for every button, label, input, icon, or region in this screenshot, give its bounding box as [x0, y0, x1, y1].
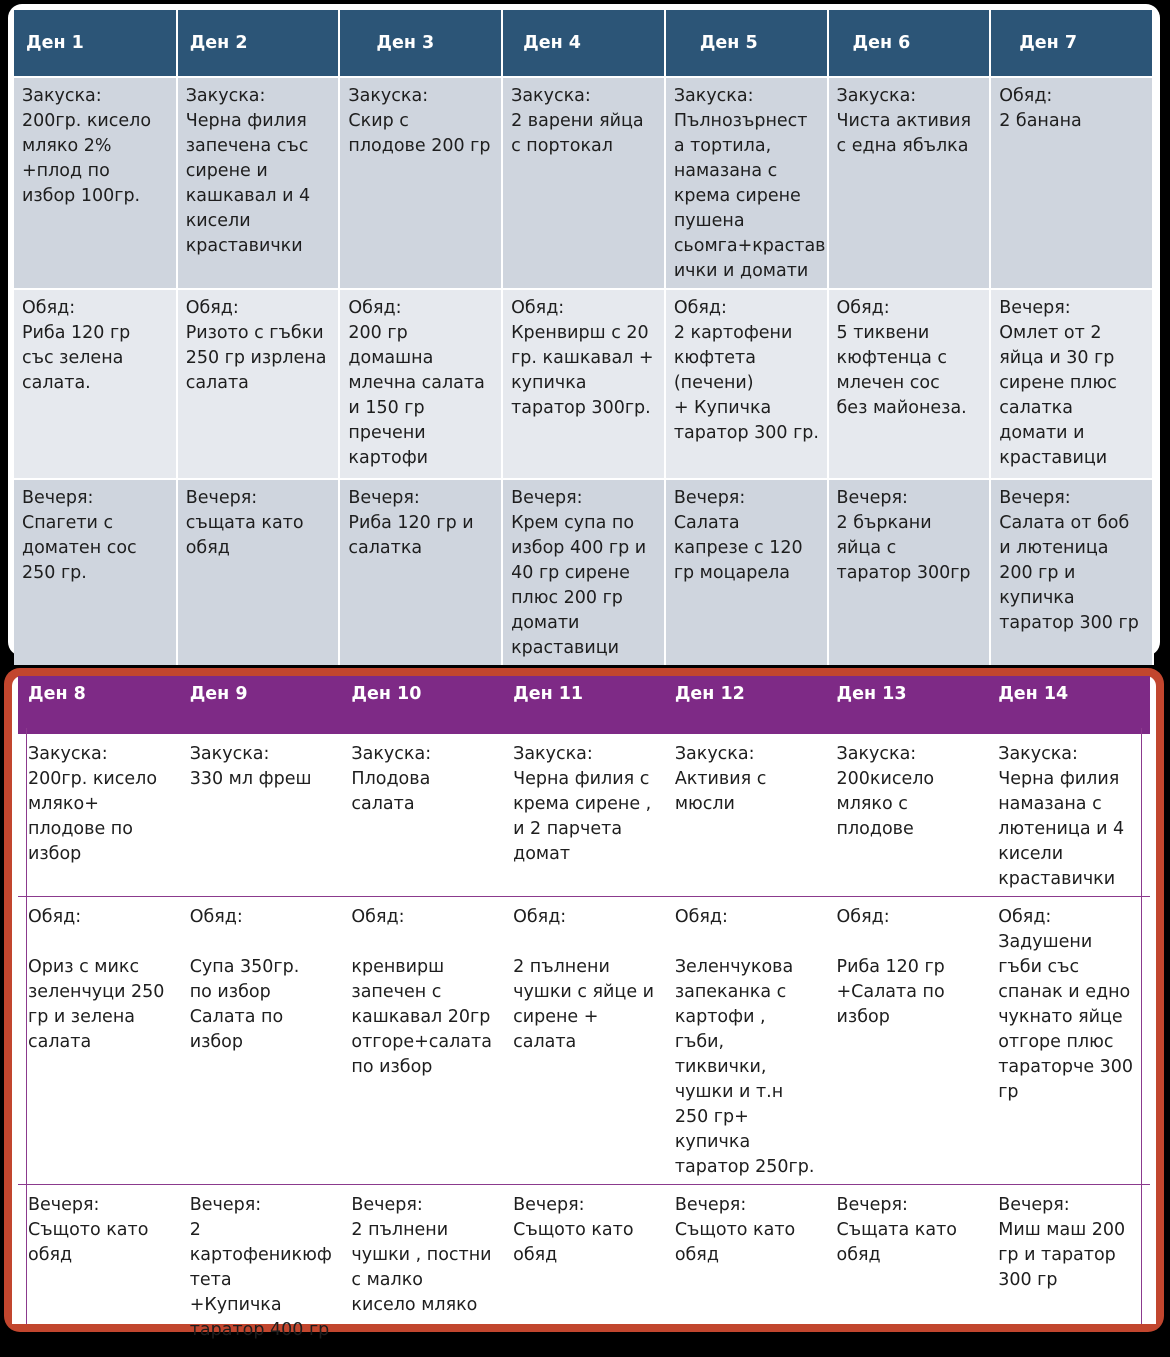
meal-cell: [502, 289, 665, 479]
meal-cell: [339, 479, 502, 665]
meal-text: Закуска: Черна филия с крема сирене , и 2 парчета домат: [513, 742, 659, 867]
meal-cell: [988, 734, 1150, 897]
meal-cell: [180, 897, 342, 1185]
day-header: Ден 10: [341, 676, 503, 734]
meal-text: Закуска: Черна филия запечена със сирене и кашкавал и 4 кисели краставички: [186, 84, 333, 259]
meal-cell: [341, 1185, 503, 1357]
meal-text: Вечеря: Същото като обяд: [513, 1193, 659, 1268]
meal-text: Вечеря: 2 картофеникюф тета +Купичка таратор 400 гр: [190, 1193, 336, 1343]
day-header: Ден 7: [990, 10, 1153, 77]
meal-text: Обяд: 200 гр домашна млечна салата и 150 гр пречени картофи: [348, 296, 495, 471]
meal-cell: [14, 77, 177, 289]
table-left-border: [26, 728, 27, 1324]
meal-cell: [665, 289, 828, 479]
meal-cell: [341, 734, 503, 897]
meal-text: Обяд: Задушени гъби със спанак и едно чукнато яйце отгоре плюс тараторче 300 гр: [998, 905, 1144, 1105]
meal-text: Обяд: Кренвирш с 20 гр. кашкавал + купичка таратор 300гр.: [511, 296, 658, 421]
meal-cell: [827, 897, 989, 1185]
meal-text: Вечеря: Омлет от 2 яйца и 30 гр сирене плюс салатка домати и краставици: [999, 296, 1146, 471]
meal-text: Обяд: 5 тиквени кюфтенца с млечен сос без майонеза.: [837, 296, 984, 421]
meal-cell: [339, 77, 502, 289]
week1-header-row: [14, 10, 1153, 77]
day-header: Ден 5: [665, 10, 828, 77]
week2-row-3: [18, 1185, 1150, 1357]
table-right-border: [1141, 728, 1142, 1324]
meal-text: Закуска: 330 мл фреш: [190, 742, 336, 792]
meal-cell: [665, 1185, 827, 1357]
meal-cell: [988, 897, 1150, 1185]
week2-row-2: [18, 897, 1150, 1185]
week1-row-1: [14, 77, 1153, 289]
week1-row-3: [14, 479, 1153, 665]
meal-cell: [665, 734, 827, 897]
meal-cell: [828, 479, 991, 665]
week1-table: [14, 10, 1154, 665]
day-header: Ден 9: [180, 676, 342, 734]
meal-cell: [827, 734, 989, 897]
meal-text: Закуска: Плодова салата: [351, 742, 497, 817]
day-header: Ден 1: [14, 10, 177, 77]
meal-cell: [503, 1185, 665, 1357]
meal-text: Вечеря: Същата като обяд: [837, 1193, 983, 1268]
week2-table: [18, 676, 1150, 1357]
meal-cell: [665, 479, 828, 665]
meal-text: Обяд: 2 пълнени чушки с яйце и сирене + салата: [513, 905, 659, 1055]
meal-text: Обяд: Ориз с микс зеленчуци 250 гр и зелена салата: [28, 905, 174, 1055]
meal-cell: [180, 734, 342, 897]
meal-text: Вечеря: Същото като обяд: [28, 1193, 174, 1268]
meal-cell: [177, 289, 340, 479]
meal-text: Вечеря: 2 пълнени чушки , постни с малко кисело мляко: [351, 1193, 497, 1318]
meal-text: Вечеря: Миш маш 200 гр и таратор 300 гр: [998, 1193, 1144, 1293]
day-header: Ден 13: [827, 676, 989, 734]
meal-cell: [503, 897, 665, 1185]
meal-text: Обяд: Зеленчукова запеканка с картофи , гъби, тиквички, чушки и т.н 250 гр+ купичка таратор 250гр.: [675, 905, 821, 1180]
meal-text: Обяд: 2 банана: [999, 84, 1146, 134]
meal-text: Вечеря: Спагети с доматен сос 250 гр.: [22, 486, 170, 586]
meal-cell: [665, 897, 827, 1185]
meal-cell: [14, 479, 177, 665]
meal-text: Закуска: 200гр. кисело мляко 2% +плод по избор 100гр.: [22, 84, 170, 209]
meal-text: Вечеря: Салата капрезе с 120 гр моцарела: [674, 486, 821, 586]
meal-text: Обяд: Риба 120 гр +Салата по избор: [837, 905, 983, 1030]
meal-cell: [18, 734, 180, 897]
week2-header-row: [18, 676, 1150, 734]
week2-panel: [4, 668, 1164, 1332]
meal-text: Вечеря: Риба 120 гр и салатка: [348, 486, 495, 561]
meal-text: Закуска: Скир с плодове 200 гр: [348, 84, 495, 159]
week2-row-1: [18, 734, 1150, 897]
meal-cell: [18, 1185, 180, 1357]
day-header: Ден 2: [177, 10, 340, 77]
meal-cell: [341, 897, 503, 1185]
meal-cell: [503, 734, 665, 897]
meal-text: Обяд: 2 картофени кюфтета (печени) + Купичка таратор 300 гр.: [674, 296, 821, 446]
meal-text: Обяд: кренвирш запечен с кашкавал 20гр отгоре+салата по избор: [351, 905, 497, 1080]
meal-cell: [988, 1185, 1150, 1357]
meal-cell: [990, 77, 1153, 289]
day-header: Ден 4: [502, 10, 665, 77]
meal-text: Закуска: 200гр. кисело мляко+ плодове по избор: [28, 742, 174, 867]
meal-text: Вечеря: същата като обяд: [186, 486, 333, 561]
meal-text: Вечеря: Крем супа по избор 400 гр и 40 гр сирене плюс 200 гр домати краставици: [511, 486, 658, 661]
meal-text: Обяд: Риба 120 гр със зелена салата.: [22, 296, 170, 396]
meal-cell: [828, 77, 991, 289]
day-header: Ден 6: [828, 10, 991, 77]
day-header: Ден 14: [988, 676, 1150, 734]
meal-text: Вечеря: 2 бъркани яйца с таратор 300гр: [837, 486, 984, 586]
meal-cell: [180, 1185, 342, 1357]
meal-cell: [827, 1185, 989, 1357]
meal-cell: [990, 289, 1153, 479]
meal-text: Закуска: Пълнозърнест а тортила, намазана с крема сирене пушена сьомга+крастав ички и домати: [674, 84, 821, 284]
day-header: Ден 3: [339, 10, 502, 77]
meal-cell: [177, 479, 340, 665]
day-header: Ден 12: [665, 676, 827, 734]
meal-text: Обяд: Ризото с гъбки 250 гр изрлена салата: [186, 296, 333, 396]
meal-text: Вечеря: Салата от боб и лютеница 200 гр и купичка таратор 300 гр: [999, 486, 1146, 636]
meal-cell: [665, 77, 828, 289]
week2-inner: [12, 676, 1156, 1324]
meal-text: Закуска: 200кисело мляко с плодове: [837, 742, 983, 842]
meal-cell: [339, 289, 502, 479]
day-header: Ден 8: [18, 676, 180, 734]
week1-panel: [8, 4, 1160, 656]
meal-text: Закуска: Активия с мюсли: [675, 742, 821, 817]
meal-text: Вечеря: Същото като обяд: [675, 1193, 821, 1268]
meal-text: Обяд: Супа 350гр. по избор Салата по избор: [190, 905, 336, 1055]
meal-cell: [828, 289, 991, 479]
meal-cell: [502, 77, 665, 289]
meal-cell: [18, 897, 180, 1185]
meal-text: Закуска: Черна филия намазана с лютеница и 4 кисели краставички: [998, 742, 1144, 892]
meal-text: Закуска: Чиста активия с една ябълка: [837, 84, 984, 159]
day-header: Ден 11: [503, 676, 665, 734]
meal-cell: [990, 479, 1153, 665]
meal-cell: [177, 77, 340, 289]
week1-row-2: [14, 289, 1153, 479]
meal-text: Закуска: 2 варени яйца с портокал: [511, 84, 658, 159]
meal-cell: [502, 479, 665, 665]
meal-cell: [14, 289, 177, 479]
